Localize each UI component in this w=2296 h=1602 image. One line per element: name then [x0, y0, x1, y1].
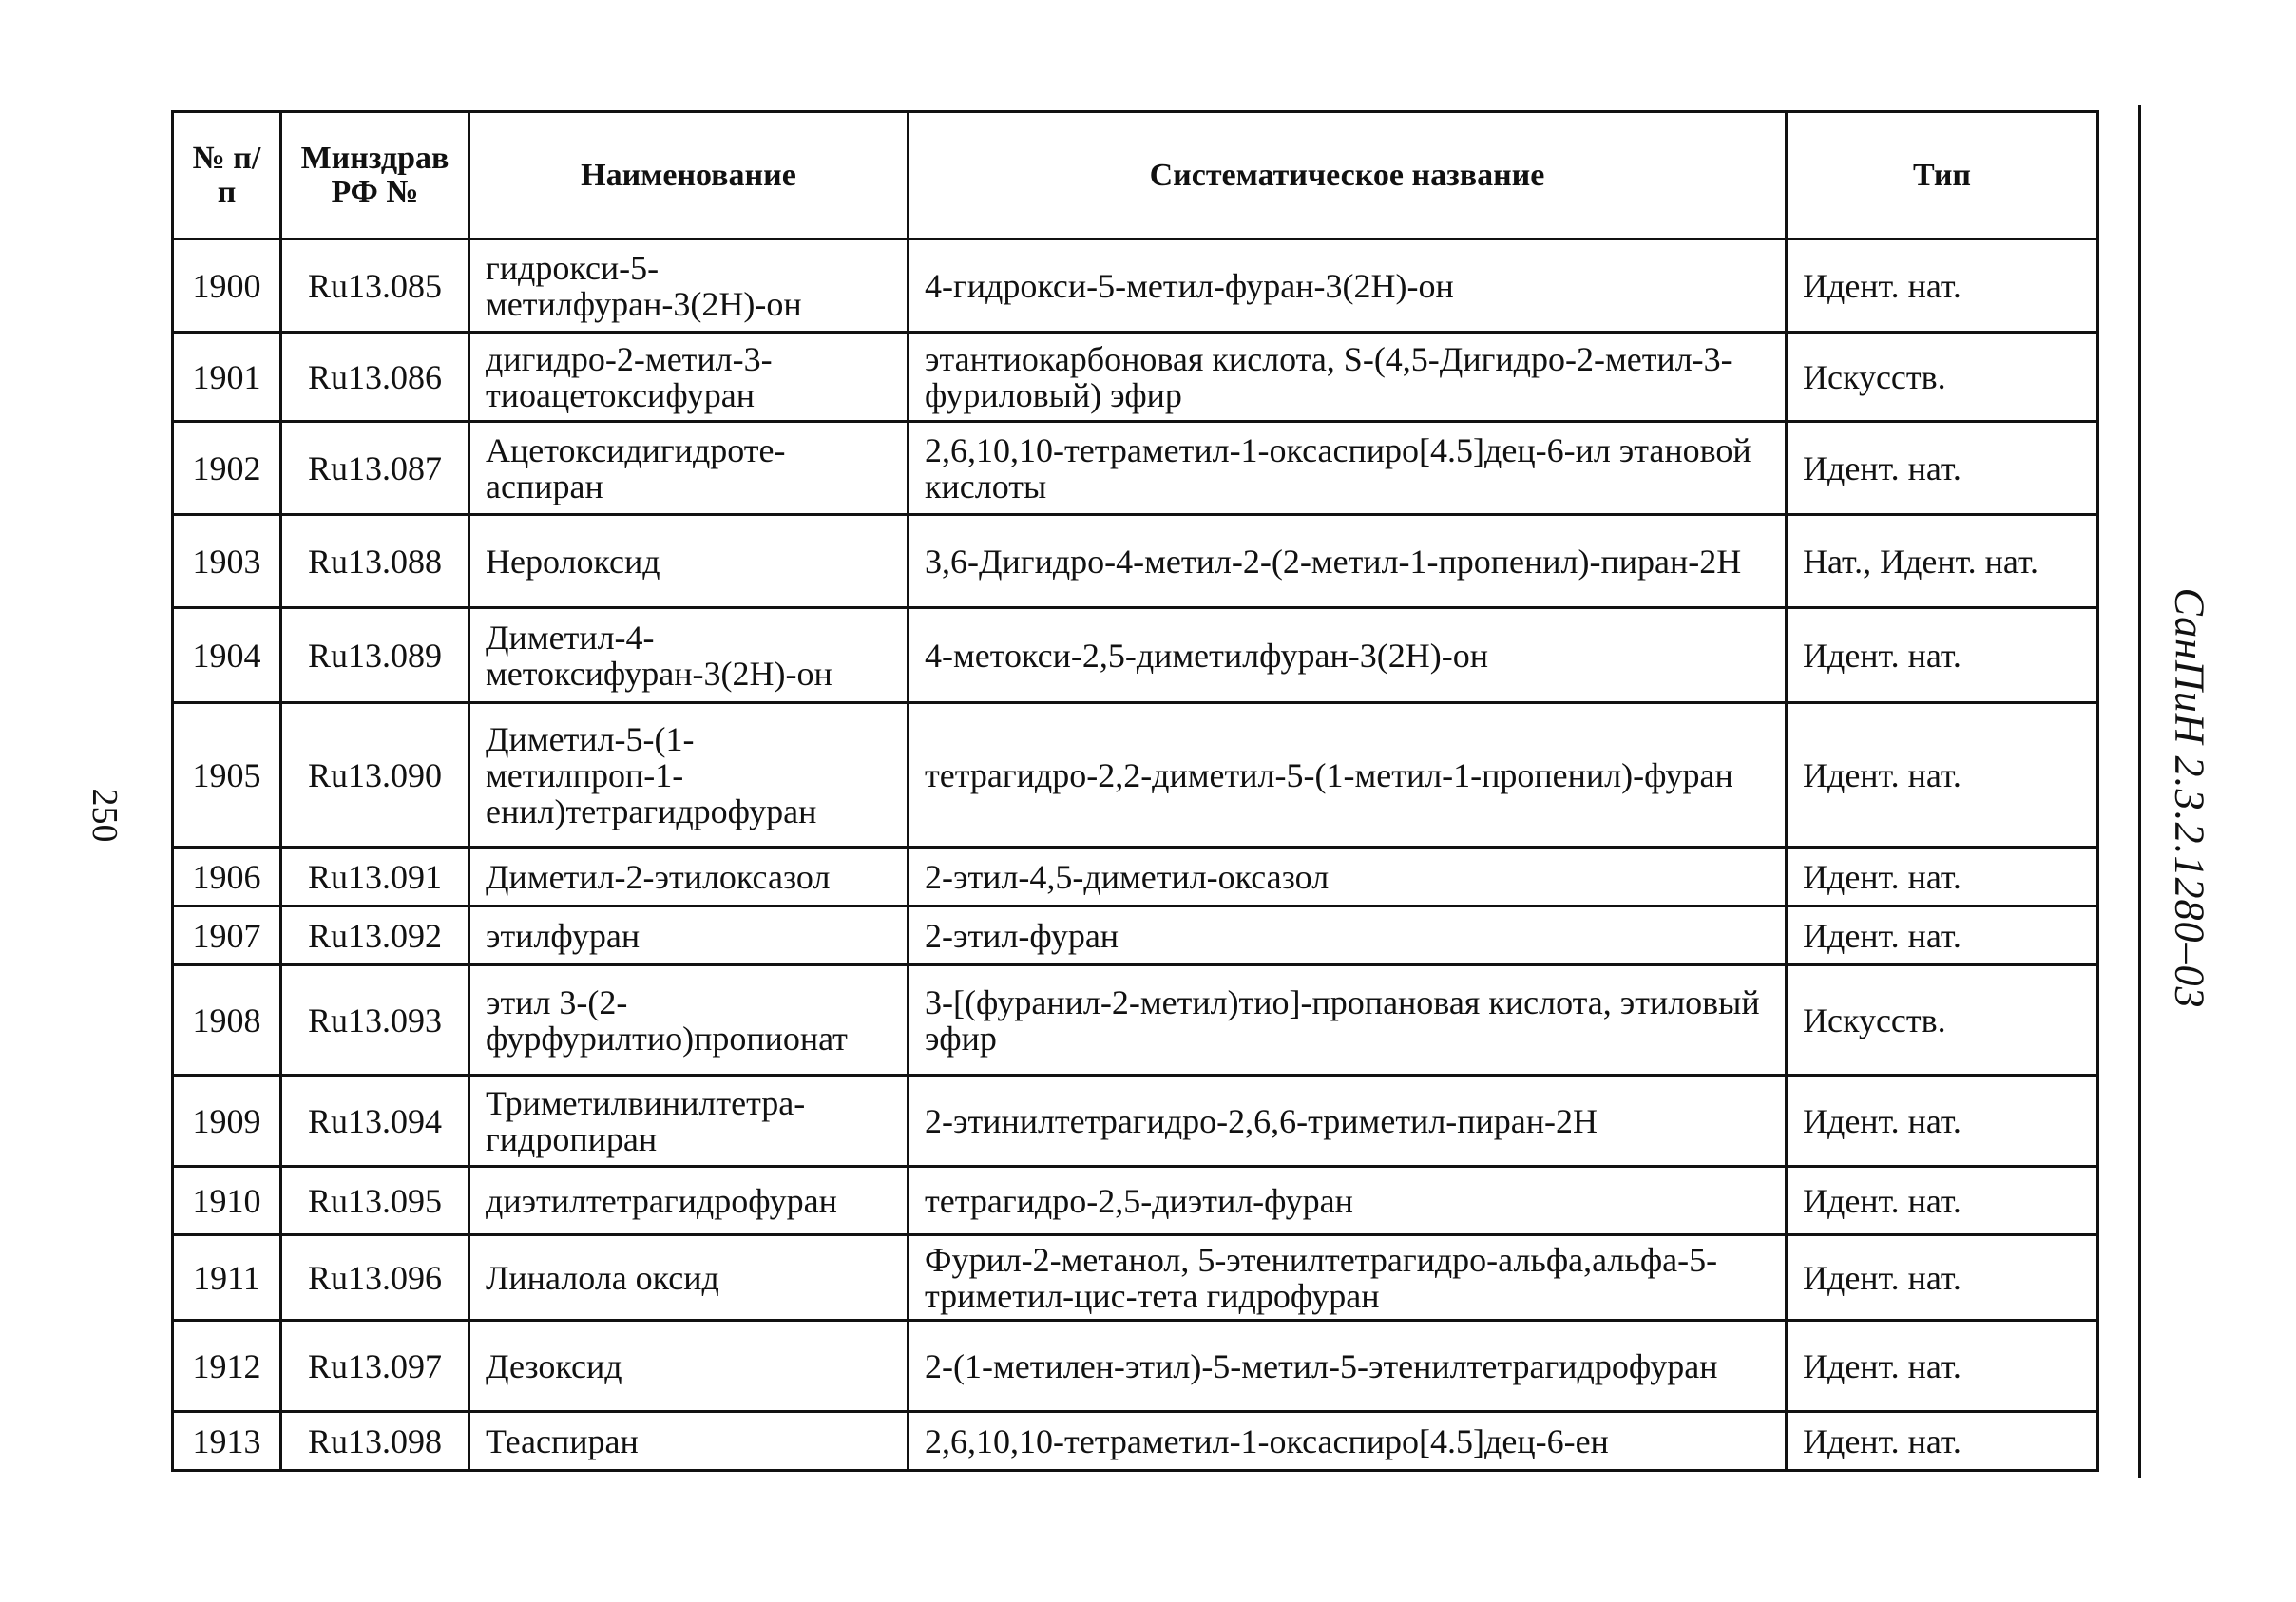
row-code: Ru13.092: [281, 906, 469, 965]
row-code: Ru13.094: [281, 1076, 469, 1167]
row-type: Нат., Идент. нат.: [1787, 515, 2098, 608]
row-code: Ru13.093: [281, 965, 469, 1076]
row-systematic: 2,6,10,10-тетраметил-1-оксаспиро[4.5]дец-6-ил этановой кислоты: [909, 422, 1787, 515]
table-row: [173, 703, 2098, 848]
row-code: Ru13.095: [281, 1167, 469, 1235]
table-row: [173, 422, 2098, 515]
row-name: Триметилвинилтетра-гидропиран: [469, 1076, 909, 1167]
table-row: [173, 1412, 2098, 1471]
row-name: этил 3-(2-фурфурилтио)пропионат: [469, 965, 909, 1076]
row-type: Идент. нат.: [1787, 1167, 2098, 1235]
row-num: 1903: [173, 515, 281, 608]
row-type: Искусств.: [1787, 333, 2098, 422]
row-code: Ru13.085: [281, 239, 469, 333]
row-code: Ru13.090: [281, 703, 469, 848]
table-row: [173, 239, 2098, 333]
row-name: Линалола оксид: [469, 1235, 909, 1321]
row-num: 1906: [173, 848, 281, 906]
row-num: 1902: [173, 422, 281, 515]
row-type: Идент. нат.: [1787, 906, 2098, 965]
row-type: Идент. нат.: [1787, 848, 2098, 906]
row-name: Дезоксид: [469, 1321, 909, 1412]
row-type: Идент. нат.: [1787, 239, 2098, 333]
header-systematic: Систематическое название: [909, 112, 1787, 239]
row-type: Идент. нат.: [1787, 1235, 2098, 1321]
row-systematic: 2-этил-4,5-диметил-оксазол: [909, 848, 1787, 906]
row-systematic: 2-этинилтетрагидро-2,6,6-триметил-пиран-2Н: [909, 1076, 1787, 1167]
document-code: СанПиН 2.3.2.1280–03: [2166, 587, 2213, 1009]
row-type: Идент. нат.: [1787, 703, 2098, 848]
row-type: Идент. нат.: [1787, 1321, 2098, 1412]
row-name: дигидро-2-метил-3-тиоацетоксифуран: [469, 333, 909, 422]
row-num: 1901: [173, 333, 281, 422]
row-systematic: 3-[(фуранил-2-метил)тио]-пропановая кислота, этиловый эфир: [909, 965, 1787, 1076]
header-code: Минздрав РФ №: [281, 112, 469, 239]
table-row: [173, 848, 2098, 906]
header-type: Тип: [1787, 112, 2098, 239]
row-code: Ru13.087: [281, 422, 469, 515]
row-name: этилфуран: [469, 906, 909, 965]
table-row: [173, 608, 2098, 703]
row-systematic: Фурил-2-метанол, 5-этенилтетрагидро-альфа,альфа-5-триметил-цис-тета гидрофуран: [909, 1235, 1787, 1321]
row-type: Идент. нат.: [1787, 1076, 2098, 1167]
row-systematic: 4-гидрокси-5-метил-фуран-3(2Н)-он: [909, 239, 1787, 333]
row-num: 1905: [173, 703, 281, 848]
row-name: Диметил-2-этилоксазол: [469, 848, 909, 906]
row-code: Ru13.097: [281, 1321, 469, 1412]
table-row: [173, 1235, 2098, 1321]
page-number: 250: [85, 788, 124, 843]
row-name: Теаспиран: [469, 1412, 909, 1471]
row-systematic: 2,6,10,10-тетраметил-1-оксаспиро[4.5]дец-6-ен: [909, 1412, 1787, 1471]
row-systematic: 2-этил-фуран: [909, 906, 1787, 965]
row-code: Ru13.086: [281, 333, 469, 422]
table-row: [173, 1167, 2098, 1235]
row-name: Ацетоксидигидроте-аспиран: [469, 422, 909, 515]
row-name: диэтилтетрагидрофуран: [469, 1167, 909, 1235]
row-code: Ru13.089: [281, 608, 469, 703]
row-code: Ru13.091: [281, 848, 469, 906]
row-type: Идент. нат.: [1787, 608, 2098, 703]
row-num: 1910: [173, 1167, 281, 1235]
header-row: [173, 112, 2098, 239]
table-row: [173, 515, 2098, 608]
table-row: [173, 906, 2098, 965]
row-name: Неролоксид: [469, 515, 909, 608]
row-name: Диметил-4-метоксифуран-3(2Н)-он: [469, 608, 909, 703]
row-num: 1907: [173, 906, 281, 965]
row-code: Ru13.098: [281, 1412, 469, 1471]
row-systematic: тетрагидро-2,5-диэтил-фуран: [909, 1167, 1787, 1235]
row-num: 1911: [173, 1235, 281, 1321]
row-num: 1912: [173, 1321, 281, 1412]
row-num: 1904: [173, 608, 281, 703]
flavoring-substances-table: [171, 110, 2099, 1472]
row-name: гидрокси-5-метилфуран-3(2Н)-он: [469, 239, 909, 333]
row-systematic: тетрагидро-2,2-диметил-5-(1-метил-1-пропенил)-фуран: [909, 703, 1787, 848]
row-code: Ru13.096: [281, 1235, 469, 1321]
header-num: № п/п: [173, 112, 281, 239]
margin-rule: [2138, 105, 2141, 1478]
table-row: [173, 1076, 2098, 1167]
header-name: Наименование: [469, 112, 909, 239]
row-type: Идент. нат.: [1787, 1412, 2098, 1471]
row-num: 1913: [173, 1412, 281, 1471]
table-row: [173, 965, 2098, 1076]
row-num: 1909: [173, 1076, 281, 1167]
table-row: [173, 333, 2098, 422]
row-code: Ru13.088: [281, 515, 469, 608]
row-type: Идент. нат.: [1787, 422, 2098, 515]
row-num: 1900: [173, 239, 281, 333]
row-systematic: 3,6-Дигидро-4-метил-2-(2-метил-1-пропенил)-пиран-2Н: [909, 515, 1787, 608]
row-systematic: этантиокарбоновая кислота, S-(4,5-Дигидро-2-метил-3-фуриловый) эфир: [909, 333, 1787, 422]
row-systematic: 2-(1-метилен-этил)-5-метил-5-этенилтетрагидрофуран: [909, 1321, 1787, 1412]
row-systematic: 4-метокси-2,5-диметилфуран-3(2Н)-он: [909, 608, 1787, 703]
row-name: Диметил-5-(1-метилпроп-1-енил)тетрагидрофуран: [469, 703, 909, 848]
row-num: 1908: [173, 965, 281, 1076]
row-type: Искусств.: [1787, 965, 2098, 1076]
table-row: [173, 1321, 2098, 1412]
